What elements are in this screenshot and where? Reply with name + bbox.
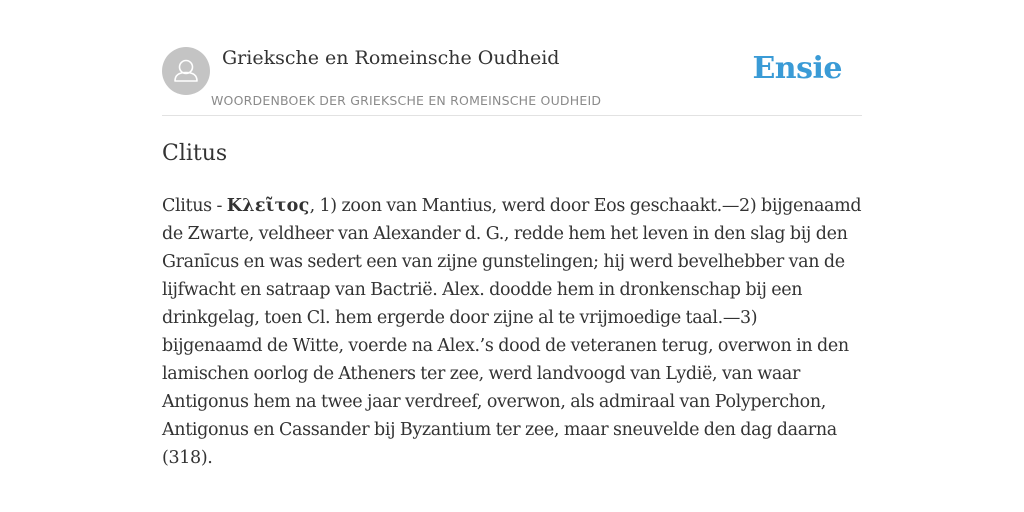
site-title[interactable]: Grieksche en Romeinsche Oudheid (222, 47, 560, 69)
entry-title: Clitus (162, 141, 228, 166)
site-header (162, 46, 862, 116)
entry-headword: Clitus (162, 196, 212, 216)
entry-text-part-1: , 1) zoon van Mantius, werd door Eos geschaakt.—2) bijgenaamd de Zwarte, veldheer van Alexander d. G., redde hem het leven in den slag bij den Gran (162, 196, 862, 272)
entry-text-macron: ī (204, 252, 210, 272)
user-icon (162, 47, 210, 95)
entry-separator: - (211, 196, 227, 216)
avatar[interactable] (162, 47, 210, 95)
site-subtitle: WOORDENBOEK DER GRIEKSCHE EN ROMEINSCHE OUDHEID (211, 93, 602, 108)
entry-body (162, 192, 862, 472)
entry-text-part-2: cus en was sedert een van zijne gunstelingen; hij werd bevelhebber van de lijfwacht en satraap van Bactrië. Alex. doodde hem in dronkenschap bij een drinkgelag, toen Cl. hem ergerde door zijne al te vrijmoedige taal.—3) bijgenaamd de Witte, voerde na Alex.’s dood de veteranen terug, overwon in den lamischen oorlog de Atheners ter zee, werd landvoogd van Lydië, van waar Antigonus hem na twee jaar verdreef, overwon, als admiraal van Polyperchon, Antigonus en Cassander bij Byzantium ter zee, maar sneuvelde den dag daarna (318). (162, 252, 849, 468)
ensie-logo[interactable]: Ensie (752, 51, 842, 86)
greek-term: Κλεῖτος (226, 196, 310, 216)
